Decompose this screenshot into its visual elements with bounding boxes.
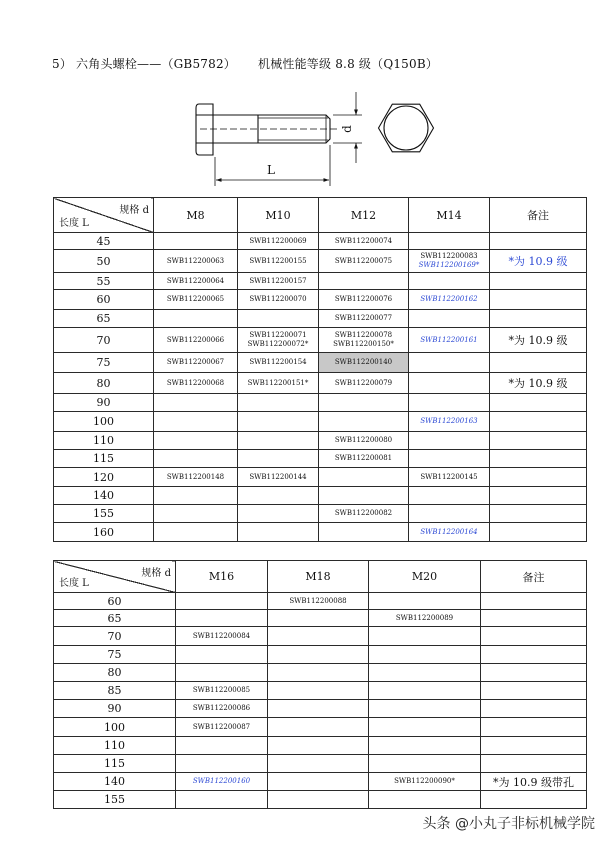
length-cell: 100: [54, 412, 154, 432]
part-number: SWB112200151*: [247, 378, 309, 387]
length-cell: 155: [54, 791, 176, 809]
length-cell: 80: [54, 664, 176, 682]
part-number-cell: [319, 394, 409, 412]
part-number-cell: [176, 791, 268, 809]
part-number: SWB112200076: [334, 295, 393, 303]
part-number: SWB112200086: [192, 704, 251, 712]
part-number-cell: [154, 468, 238, 487]
part-number-cell: [154, 233, 238, 250]
remark-cell: [490, 487, 587, 505]
part-number-cell: [238, 233, 319, 250]
remark-cell: [490, 412, 587, 432]
table-row: [54, 233, 587, 250]
table-row: [54, 273, 587, 290]
part-number-cell: [238, 310, 319, 328]
part-number: SWB112200160: [192, 777, 251, 785]
part-number-cell: [409, 394, 490, 412]
length-cell: 110: [54, 737, 176, 755]
part-number-cell: [176, 773, 268, 791]
part-number: SWB112200069: [249, 236, 307, 245]
part-number-cell: [369, 593, 481, 610]
part-number-cell: [369, 755, 481, 773]
part-number-cell: [268, 610, 369, 627]
part-number-cell: [176, 755, 268, 773]
remark-cell: [481, 646, 587, 664]
header-row: [54, 561, 587, 593]
length-cell: 75: [54, 646, 176, 664]
part-number-cell: [176, 593, 268, 610]
part-number: SWB112200144: [249, 472, 307, 481]
part-number: SWB112200079: [334, 378, 393, 387]
corner-length-label: 长度 L: [59, 578, 89, 589]
part-number-cell: [154, 432, 238, 450]
length-cell: 140: [54, 487, 154, 505]
part-number-cell: [154, 523, 238, 542]
remark-cell: [490, 394, 587, 412]
part-number: SWB112200148: [166, 472, 225, 481]
diameter-label: d: [340, 125, 354, 133]
part-number: SWB112200089: [395, 613, 454, 622]
remark-text: *为 10.9 级: [508, 255, 568, 268]
part-number: SWB112200072*: [247, 340, 309, 348]
table-row: [54, 353, 587, 373]
part-number-cell: [268, 700, 369, 718]
remark-cell: [481, 791, 587, 809]
section-title: 5） 六角头螺栓——（GB5782）: [52, 57, 236, 71]
header-row: [54, 198, 587, 233]
remark-cell: [481, 773, 587, 791]
length-cell: 60: [54, 290, 154, 310]
table-row: [54, 290, 587, 310]
part-number: SWB112200085: [192, 686, 251, 694]
part-number-cell: [238, 412, 319, 432]
part-number-cell: [154, 373, 238, 394]
part-number-cell: [154, 310, 238, 328]
part-number-cell: [319, 450, 409, 468]
part-number-cell: [369, 718, 481, 737]
part-number-cell: [319, 523, 409, 542]
part-number: SWB112200140: [334, 358, 393, 366]
part-number-cell: [369, 682, 481, 700]
length-cell: 50: [54, 250, 154, 273]
table-row: [54, 627, 587, 646]
part-number-cell: [238, 394, 319, 412]
part-number-cell: [409, 432, 490, 450]
part-number: SWB112200154: [249, 358, 307, 366]
length-cell: 110: [54, 432, 154, 450]
table-row: [54, 664, 587, 682]
part-number-cell: [268, 737, 369, 755]
part-number-cell: [154, 505, 238, 523]
part-number-cell: [409, 353, 490, 373]
part-number-cell: [268, 755, 369, 773]
remark-cell: [490, 505, 587, 523]
remark-cell: [490, 273, 587, 290]
column-header-m20: M20: [369, 561, 481, 593]
part-number: SWB112200087: [192, 722, 251, 731]
part-number-cell: [319, 273, 409, 290]
table-row: [54, 791, 587, 809]
length-cell: 80: [54, 373, 154, 394]
part-number-cell: [319, 290, 409, 310]
part-number-cell: [238, 523, 319, 542]
part-number: SWB112200169*: [418, 261, 480, 269]
part-number: SWB112200161: [420, 335, 478, 344]
table-row: [54, 432, 587, 450]
remark-cell: [490, 328, 587, 353]
part-number: SWB112200082: [334, 509, 393, 517]
table-row: [54, 737, 587, 755]
remark-text: *为 10.9 级: [508, 377, 568, 390]
table-row: [54, 373, 587, 394]
part-number-cell: [369, 610, 481, 627]
table-row: [54, 682, 587, 700]
part-number-cell: [409, 273, 490, 290]
bolt-diagram: [0, 85, 609, 193]
table-row: [54, 394, 587, 412]
part-number-cell: [369, 664, 481, 682]
remark-cell: [490, 353, 587, 373]
table-row: [54, 773, 587, 791]
part-number-cell: [319, 505, 409, 523]
part-number-cell: [409, 250, 490, 273]
part-number: SWB112200155: [249, 256, 307, 265]
remark-text: *为 10.9 级带孔: [493, 775, 574, 789]
part-number: SWB112200077: [334, 314, 393, 322]
table-row: [54, 468, 587, 487]
part-number-cell: [238, 505, 319, 523]
table-row: [54, 646, 587, 664]
part-number-cell: [154, 273, 238, 290]
part-number-cell: [238, 450, 319, 468]
part-number-cell: [154, 290, 238, 310]
part-number: SWB112200084: [192, 631, 251, 640]
remark-cell: [490, 523, 587, 542]
table-row: [54, 505, 587, 523]
part-number: SWB112200081: [334, 454, 393, 462]
table-row: [54, 593, 587, 610]
remark-cell: [481, 610, 587, 627]
remark-cell: [481, 627, 587, 646]
remark-cell: [490, 432, 587, 450]
part-number-cell: [319, 412, 409, 432]
table-row: [54, 250, 587, 273]
length-cell: 90: [54, 700, 176, 718]
part-number: SWB112200150*: [333, 340, 394, 348]
part-number: SWB112200068: [166, 378, 225, 387]
length-cell: 140: [54, 773, 176, 791]
part-number-cell: [238, 353, 319, 373]
part-number-cell: [319, 432, 409, 450]
part-number: SWB112200145: [420, 472, 478, 481]
table-row: [54, 755, 587, 773]
watermark: 头条 @小丸子非标机械学院: [422, 816, 595, 832]
remark-cell: [481, 682, 587, 700]
part-number-cell: [319, 353, 409, 373]
part-number-cell: [154, 450, 238, 468]
part-number-cell: [268, 593, 369, 610]
part-number: SWB112200071: [249, 331, 307, 339]
part-number-cell: [238, 273, 319, 290]
part-number-cell: [176, 682, 268, 700]
length-cell: 160: [54, 523, 154, 542]
part-number-cell: [409, 468, 490, 487]
part-number-cell: [176, 700, 268, 718]
part-number-cell: [154, 328, 238, 353]
remark-cell: [490, 373, 587, 394]
remark-cell: [481, 700, 587, 718]
part-number-cell: [409, 412, 490, 432]
bearing-circle: [384, 106, 428, 150]
length-cell: 100: [54, 718, 176, 737]
part-number-cell: [176, 610, 268, 627]
part-number-cell: [154, 353, 238, 373]
length-cell: 60: [54, 593, 176, 610]
corner-header-cell: [54, 198, 154, 233]
column-header-remarks: 备注: [490, 198, 587, 233]
part-number: SWB112200063: [166, 256, 225, 265]
part-number-cell: [238, 432, 319, 450]
remark-cell: [490, 310, 587, 328]
part-number-cell: [409, 373, 490, 394]
part-number-cell: [409, 233, 490, 250]
table-row: [54, 610, 587, 627]
part-number-cell: [369, 627, 481, 646]
length-cell: 70: [54, 328, 154, 353]
length-label: L: [267, 163, 275, 177]
part-number-cell: [409, 328, 490, 353]
hexagon-outline: [379, 104, 434, 152]
part-number-cell: [369, 773, 481, 791]
part-number-cell: [409, 505, 490, 523]
part-number-cell: [268, 773, 369, 791]
part-number-cell: [176, 737, 268, 755]
column-header-remarks: 备注: [481, 561, 587, 593]
part-number-cell: [238, 328, 319, 353]
column-header-m14: M14: [409, 198, 490, 233]
remark-cell: [490, 250, 587, 273]
part-number: SWB112200074: [334, 236, 393, 245]
part-number-cell: [319, 250, 409, 273]
part-number-cell: [319, 310, 409, 328]
length-cell: 120: [54, 468, 154, 487]
part-number-cell: [176, 646, 268, 664]
part-number: SWB112200088: [289, 596, 347, 605]
bolt-table-m8-m14: [53, 197, 587, 542]
table-row: [54, 487, 587, 505]
length-cell: 90: [54, 394, 154, 412]
table-row: [54, 450, 587, 468]
remark-cell: [481, 718, 587, 737]
part-number-cell: [319, 487, 409, 505]
part-number-cell: [409, 290, 490, 310]
part-number-cell: [238, 250, 319, 273]
part-number-cell: [268, 646, 369, 664]
part-number-cell: [154, 487, 238, 505]
column-header-m16: M16: [176, 561, 268, 593]
part-number-cell: [369, 646, 481, 664]
part-number-cell: [176, 627, 268, 646]
part-number-cell: [238, 487, 319, 505]
corner-header-cell: [54, 561, 176, 593]
part-number: SWB112200066: [166, 335, 225, 344]
part-number: SWB112200070: [249, 295, 307, 303]
length-cell: 65: [54, 610, 176, 627]
part-number: SWB112200078: [334, 331, 393, 339]
remark-cell: [490, 233, 587, 250]
bolt-end-view: [379, 104, 434, 152]
part-number-cell: [238, 290, 319, 310]
part-number: SWB112200075: [334, 256, 393, 265]
remark-cell: [481, 755, 587, 773]
length-cell: 70: [54, 627, 176, 646]
length-cell: 75: [54, 353, 154, 373]
part-number-cell: [154, 412, 238, 432]
column-header-m10: M10: [238, 198, 319, 233]
remark-cell: [481, 737, 587, 755]
remark-text: *为 10.9 级: [508, 334, 568, 347]
bolt-side-view: [196, 104, 337, 155]
length-cell: 45: [54, 233, 154, 250]
corner-spec-label: 规格 d: [141, 568, 171, 579]
part-number-cell: [268, 664, 369, 682]
remark-cell: [490, 450, 587, 468]
table-row: [54, 412, 587, 432]
part-number-cell: [238, 373, 319, 394]
part-number-cell: [409, 487, 490, 505]
part-number-cell: [319, 468, 409, 487]
part-number-cell: [319, 233, 409, 250]
column-header-m8: M8: [154, 198, 238, 233]
table-row: [54, 328, 587, 353]
part-number-cell: [238, 468, 319, 487]
part-number: SWB112200164: [420, 527, 478, 536]
column-header-m12: M12: [319, 198, 409, 233]
grade-spec: 机械性能等级 8.8 级（Q150B）: [258, 57, 439, 71]
table-row: [54, 310, 587, 328]
part-number-cell: [409, 450, 490, 468]
length-cell: 85: [54, 682, 176, 700]
part-number-cell: [319, 328, 409, 353]
part-number-cell: [409, 523, 490, 542]
part-number-cell: [268, 718, 369, 737]
part-number: SWB112200083: [420, 252, 478, 260]
part-number: SWB112200065: [166, 295, 225, 303]
part-number: SWB112200163: [420, 417, 478, 425]
length-cell: 65: [54, 310, 154, 328]
part-number-cell: [268, 682, 369, 700]
column-header-m18: M18: [268, 561, 369, 593]
part-number-cell: [176, 718, 268, 737]
length-cell: 115: [54, 450, 154, 468]
length-cell: 115: [54, 755, 176, 773]
part-number-cell: [268, 627, 369, 646]
part-number-cell: [319, 373, 409, 394]
table-row: [54, 700, 587, 718]
corner-length-label: 长度 L: [59, 218, 89, 229]
part-number: SWB112200064: [166, 276, 225, 285]
part-number: SWB112200080: [334, 436, 393, 444]
part-number-cell: [268, 791, 369, 809]
table-row: [54, 718, 587, 737]
part-number-cell: [176, 664, 268, 682]
part-number: SWB112200162: [420, 295, 478, 303]
part-number-cell: [409, 310, 490, 328]
remark-cell: [490, 468, 587, 487]
length-cell: 55: [54, 273, 154, 290]
part-number-cell: [369, 737, 481, 755]
part-number: SWB112200067: [166, 358, 225, 366]
remark-cell: [481, 664, 587, 682]
remark-cell: [481, 593, 587, 610]
table-row: [54, 523, 587, 542]
part-number: SWB112200157: [249, 276, 307, 285]
bolt-table-m16-m20: [53, 560, 587, 809]
length-cell: 155: [54, 505, 154, 523]
corner-spec-label: 规格 d: [119, 205, 149, 216]
part-number-cell: [154, 394, 238, 412]
part-number-cell: [369, 700, 481, 718]
part-number-cell: [154, 250, 238, 273]
remark-cell: [490, 290, 587, 310]
part-number-cell: [369, 791, 481, 809]
part-number: SWB112200090*: [394, 777, 455, 785]
